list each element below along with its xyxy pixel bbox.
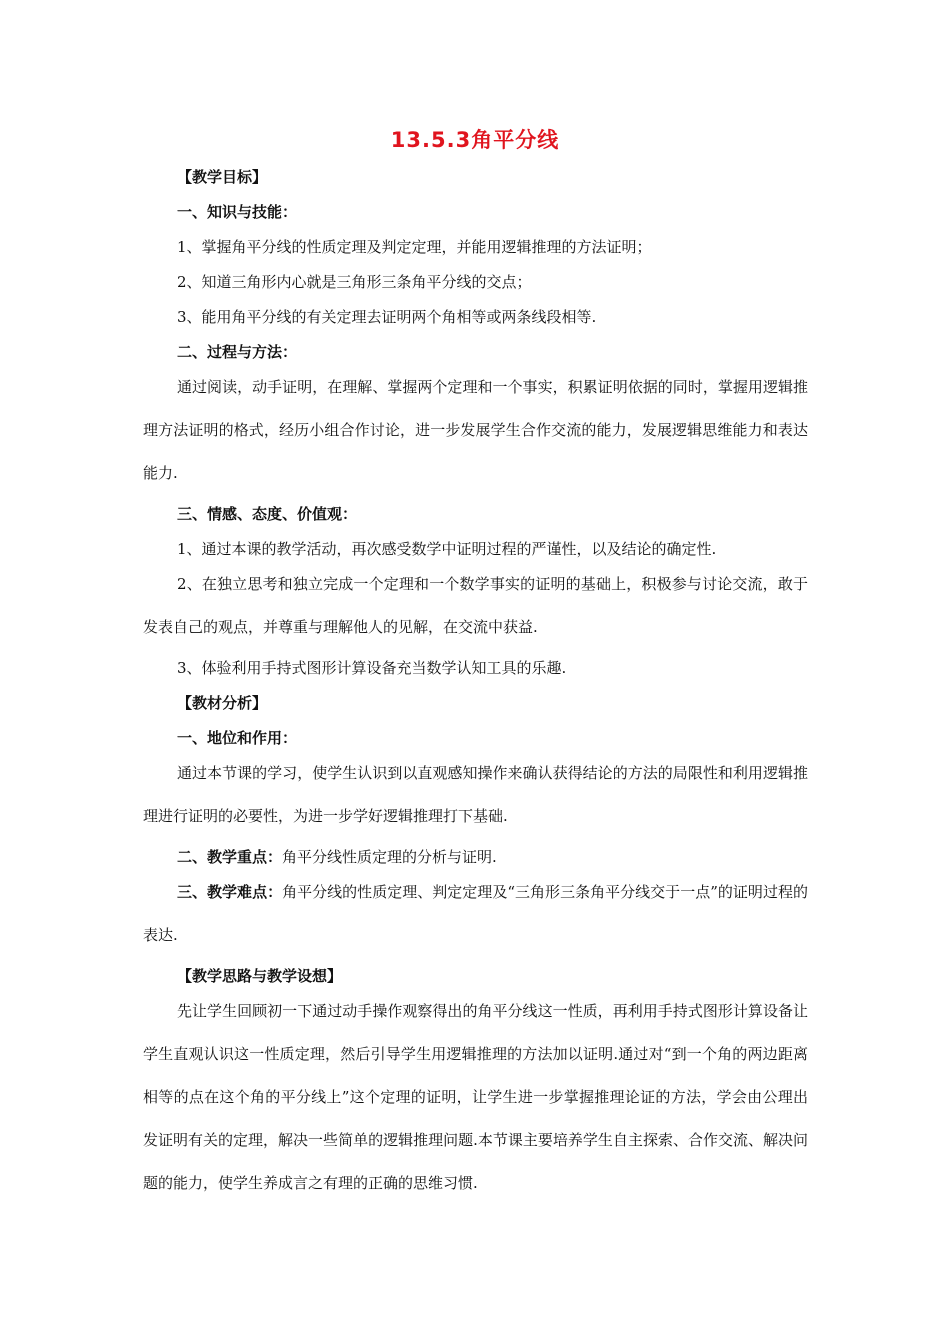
paragraph-process bbox=[143, 366, 808, 495]
paragraph-difficult bbox=[143, 871, 808, 957]
paragraph-role bbox=[143, 752, 808, 838]
paragraph-text: 通过阅读，动手证明，在理解、掌握两个定理和一个事实，积累证明依据的同时，掌握用逻辑推理方法证明的格式，经历小组合作讨论，进一步发展学生合作交流的能力，发展逻辑思维能力和表达能力. bbox=[143, 378, 808, 482]
list-item: 2、知道三角形内心就是三角形三条角平分线的交点； bbox=[177, 273, 532, 291]
section-header-ideas: 【教学思路与教学设想】 bbox=[177, 967, 343, 985]
section-header-goals: 【教学目标】 bbox=[177, 168, 268, 186]
section-header-analysis: 【教材分析】 bbox=[177, 694, 268, 712]
subsection-header-role: 一、地位和作用： bbox=[177, 729, 298, 747]
paragraph-text: 通过本节课的学习，使学生认识到以直观感知操作来确认获得结论的方法的局限性和利用逻辑推理进行证明的必要性，为进一步学好逻辑推理打下基础. bbox=[143, 764, 808, 825]
document-body bbox=[143, 160, 808, 1205]
paragraph-text: 先让学生回顾初一下通过动手操作观察得出的角平分线这一性质，再利用手持式图形计算设备让学生直观认识这一性质定理，然后引导学生用逻辑推理的方法加以证明.通过对“到一个角的两边距离相等的点在这个角的平分线上”这个定理的证明，让学生进一步掌握推理论证的方法，学会由公理出发证明有关的定理，解决一些简单的逻辑推理问题.本节课主要培养学生自主探索、合作交流、解决问题的能力，使学生养成言之有理的正确的思维习惯. bbox=[143, 1002, 808, 1192]
list-item: 3、能用角平分线的有关定理去证明两个角相等或两条线段相等. bbox=[177, 308, 597, 326]
paragraph-ideas bbox=[143, 990, 808, 1205]
key-point-label: 二、教学重点： bbox=[177, 848, 283, 866]
difficult-point-label: 三、教学难点： bbox=[177, 883, 283, 901]
key-point-text: 角平分线性质定理的分析与证明. bbox=[282, 848, 497, 866]
paragraph-emotion-2 bbox=[143, 563, 808, 649]
list-item: 3、体验利用手持式图形计算设备充当数学认知工具的乐趣. bbox=[177, 659, 567, 677]
subsection-header-emotion: 三、情感、态度、价值观： bbox=[177, 505, 358, 523]
page-title: 13.5.3角平分线 bbox=[390, 128, 560, 152]
list-item: 1、通过本课的教学活动，再次感受数学中证明过程的严谨性，以及结论的确定性. bbox=[177, 540, 717, 558]
key-point-line bbox=[143, 840, 808, 875]
paragraph-text: 2、在独立思考和独立完成一个定理和一个数学事实的证明的基础上，积极参与讨论交流，敢于发表自己的观点，并尊重与理解他人的见解，在交流中获益. bbox=[143, 575, 808, 636]
subsection-header-knowledge: 一、知识与技能： bbox=[177, 203, 298, 221]
difficult-point-text: 角平分线的性质定理、判定定理及“三角形三条角平分线交于一点”的证明过程的表达. bbox=[143, 883, 808, 944]
subsection-header-process: 二、过程与方法： bbox=[177, 343, 298, 361]
list-item: 1、掌握角平分线的性质定理及判定定理，并能用逻辑推理的方法证明； bbox=[177, 238, 652, 256]
paragraph-text bbox=[143, 871, 808, 957]
